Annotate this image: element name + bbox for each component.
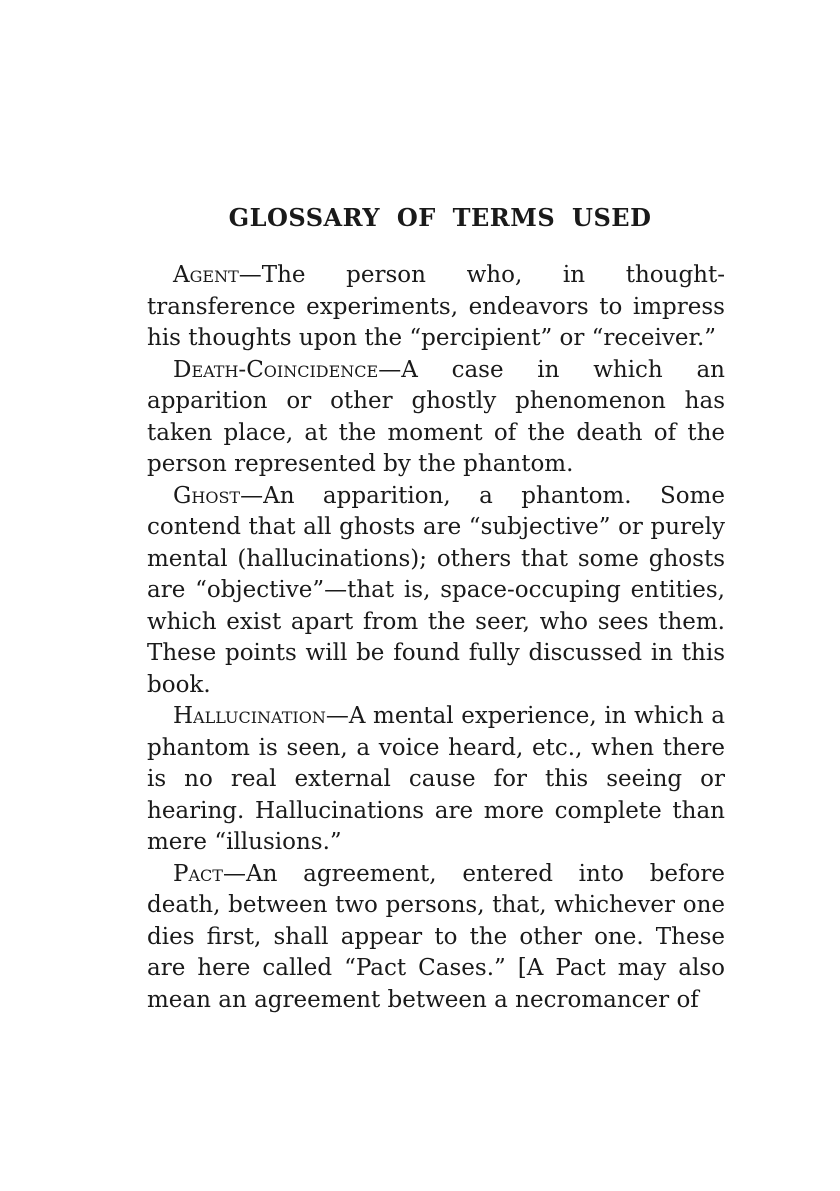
entry-definition: An apparition, a phantom. Some contend that all ghosts are “subjective” or purely mental (hallucinations); others that some ghosts are “objective”—that is, space-occuping entities, which exist apart from the seer, who sees them. These points will be found fully discussed in this book. [147, 482, 725, 698]
entry-definition: A case in which an apparition or other ghostly phenomenon has taken place, at the moment of the death of the person represented by the phantom. [147, 356, 725, 477]
entry-definition: A mental experience, in which a phantom is seen, a voice heard, etc., when there is no real external cause for this seeing or hearing. Hallucinations are more complete than mere “illusions.” [147, 703, 725, 855]
entry-dash: — [240, 482, 264, 509]
glossary-entry-agent [147, 260, 725, 355]
entry-term: Agent [173, 262, 239, 288]
entry-definition: An agreement, entered into before death, between two persons, that, whichever one dies first, shall appear to the other one. These are here called “Pact Cases.” [A Pact may also mean an agreement between a necromancer of [147, 860, 725, 1013]
entry-term: Pact [173, 860, 223, 887]
entry-dash: — [325, 703, 349, 729]
glossary-entry-hallucination [147, 701, 725, 859]
entry-definition: The person who, in thought-transference experiments, endeavors to impress his thoughts upon the “percipient” or “receiver.” [147, 262, 725, 351]
entry-term: Hallucination [173, 703, 326, 729]
entry-term: Ghost [173, 482, 241, 509]
page-title: GLOSSARY OF TERMS USED [228, 203, 652, 232]
entry-term: Death-Coincidence [173, 356, 379, 383]
glossary-page [147, 203, 725, 1016]
glossary-entry-pact [147, 859, 725, 1017]
entry-dash: — [238, 262, 262, 288]
glossary-entry-ghost [147, 481, 725, 702]
entry-dash: — [222, 860, 246, 887]
entry-dash: — [378, 356, 402, 383]
glossary-entry-death-coincidence [147, 355, 725, 481]
